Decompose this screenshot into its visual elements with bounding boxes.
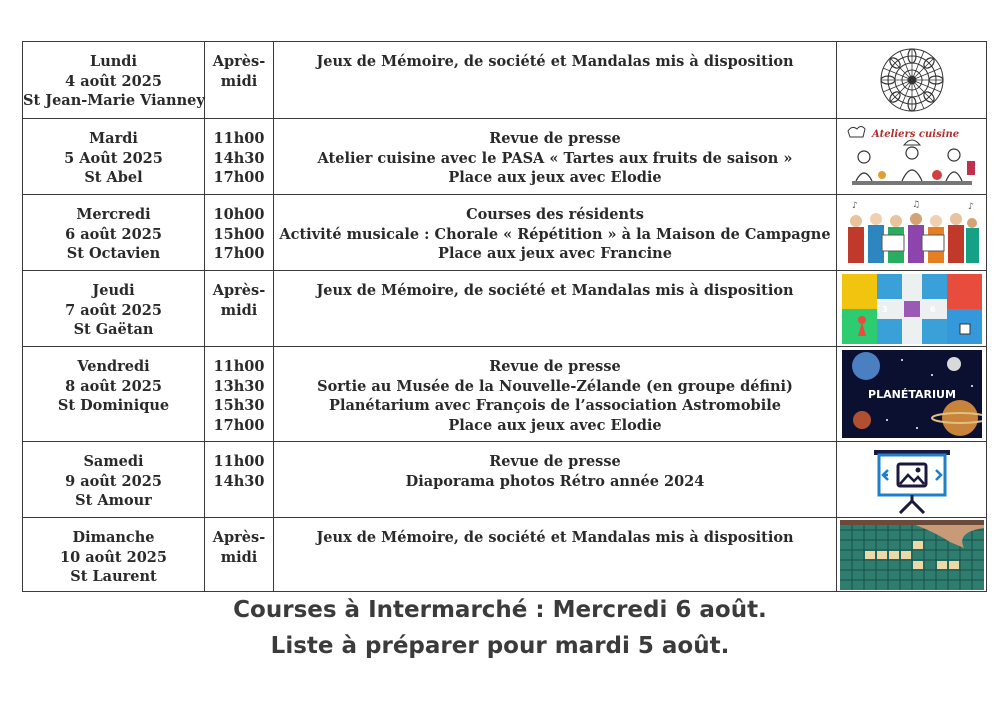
day-name: Samedi	[83, 453, 144, 470]
day-cell	[23, 119, 205, 195]
saint-name: St Abel	[84, 169, 143, 186]
planetarium-icon	[842, 350, 982, 438]
activity-cell	[274, 119, 837, 195]
schedule-row-monday	[23, 42, 987, 119]
day-cell	[23, 195, 205, 271]
day-name: Mardi	[89, 130, 138, 147]
activity: Revue de presse	[489, 453, 621, 470]
activity-cell	[274, 347, 837, 442]
activity-cell	[274, 271, 837, 347]
day-name: Vendredi	[77, 358, 150, 375]
time-slot: 17h00	[213, 416, 265, 434]
time-slot: 15h00	[213, 225, 265, 243]
activity: Courses des résidents	[466, 206, 644, 223]
svg-text:♪: ♪	[967, 201, 974, 212]
date: 4 août 2025	[65, 72, 162, 90]
schedule-row-wednesday	[23, 195, 987, 271]
day-cell	[23, 518, 205, 592]
day-name: Dimanche	[72, 529, 155, 546]
activity: Activité musicale : Chorale « Répétition » à la Maison de Campagne	[279, 225, 831, 243]
activity: Revue de presse	[489, 130, 621, 147]
saint-name: St Gaëtan	[73, 321, 154, 338]
time-slot: Après-	[212, 53, 266, 70]
board-game-icon	[842, 274, 982, 344]
day-cell	[23, 271, 205, 347]
day-cell	[23, 42, 205, 119]
time-cell	[205, 518, 274, 592]
cooking-workshop-icon	[842, 123, 982, 191]
time-slot: 10h00	[213, 206, 265, 223]
time-slot: Après-	[212, 529, 266, 546]
schedule-row-thursday	[23, 271, 987, 347]
day-name: Mercredi	[76, 206, 151, 223]
time-slot: 11h00	[213, 453, 265, 470]
activity-cell	[274, 42, 837, 119]
activity: Jeux de Mémoire, de société et Mandalas mis à disposition	[316, 53, 794, 70]
svg-text:♫: ♫	[911, 199, 920, 210]
saint-name: St Jean-Marie Vianney	[23, 92, 205, 109]
activity: Jeux de Mémoire, de société et Mandalas mis à disposition	[316, 529, 794, 546]
image-caption: PLANÉTARIUM	[867, 388, 956, 401]
time-cell	[205, 442, 274, 518]
activity: Revue de presse	[489, 358, 621, 375]
projector-screen-icon	[872, 446, 952, 514]
saint-name: St Dominique	[57, 397, 170, 414]
date: 7 août 2025	[65, 301, 162, 319]
activity: Planétarium avec François de l’association Astromobile	[329, 397, 781, 414]
activity-cell	[274, 195, 837, 271]
time-slot: 17h00	[213, 245, 265, 262]
image-caption: Ateliers cuisine	[871, 128, 959, 140]
activity: Place aux jeux avec Elodie	[448, 416, 662, 434]
time-cell	[205, 42, 274, 119]
image-cell	[837, 271, 987, 347]
choir-icon	[842, 199, 982, 267]
date: 8 août 2025	[65, 377, 162, 395]
footer-line-1: Courses à Intermarché : Mercredi 6 août.	[233, 597, 767, 623]
saint-name: St Amour	[75, 492, 152, 509]
image-cell	[837, 119, 987, 195]
time-slot: 14h30	[213, 149, 265, 167]
svg-text:6: 6	[929, 304, 936, 314]
time-slot: midi	[220, 548, 258, 566]
activity-cell	[274, 442, 837, 518]
day-cell	[23, 347, 205, 442]
activity: Atelier cuisine avec le PASA « Tartes aux fruits de saison »	[317, 149, 793, 167]
activity: Jeux de Mémoire, de société et Mandalas mis à disposition	[316, 282, 794, 299]
activity: Sortie au Musée de la Nouvelle-Zélande (en groupe défini)	[317, 377, 793, 395]
date: 5 Août 2025	[64, 149, 163, 167]
schedule-row-friday	[23, 347, 987, 442]
image-cell	[837, 442, 987, 518]
svg-text:♪: ♪	[851, 200, 858, 211]
time-slot: 13h30	[213, 377, 265, 395]
schedule-row-sunday	[23, 518, 987, 592]
time-slot: 11h00	[213, 358, 265, 375]
image-cell	[837, 42, 987, 119]
time-slot: 11h00	[213, 130, 265, 147]
activity: Place aux jeux avec Elodie	[448, 169, 662, 186]
date: 10 août 2025	[60, 548, 167, 566]
time-cell	[205, 347, 274, 442]
day-name: Jeudi	[92, 282, 135, 299]
saint-name: St Laurent	[70, 568, 157, 585]
time-slot: 14h30	[213, 472, 265, 490]
time-cell	[205, 195, 274, 271]
time-cell	[205, 271, 274, 347]
mandala-icon	[852, 46, 972, 114]
time-slot: 15h30	[213, 397, 265, 414]
day-cell	[23, 442, 205, 518]
time-slot: Après-	[212, 282, 266, 299]
saint-name: St Octavien	[66, 245, 161, 262]
schedule-row-tuesday	[23, 119, 987, 195]
image-cell	[837, 518, 987, 592]
activity: Diaporama photos Rétro année 2024	[405, 472, 705, 490]
activity: Place aux jeux avec Francine	[438, 245, 672, 262]
time-cell	[205, 119, 274, 195]
schedule-row-saturday	[23, 442, 987, 518]
time-slot: 17h00	[213, 169, 265, 186]
scrabble-icon	[840, 520, 984, 590]
time-slot: midi	[220, 301, 258, 319]
image-cell	[837, 195, 987, 271]
day-name: Lundi	[90, 53, 137, 70]
weekly-schedule-table	[22, 41, 987, 592]
time-slot: midi	[220, 72, 258, 90]
svg-text:3: 3	[881, 304, 888, 314]
date: 9 août 2025	[65, 472, 162, 490]
footer-line-2: Liste à préparer pour mardi 5 août.	[270, 633, 730, 659]
activity-cell	[274, 518, 837, 592]
image-cell	[837, 347, 987, 442]
date: 6 août 2025	[65, 225, 162, 243]
